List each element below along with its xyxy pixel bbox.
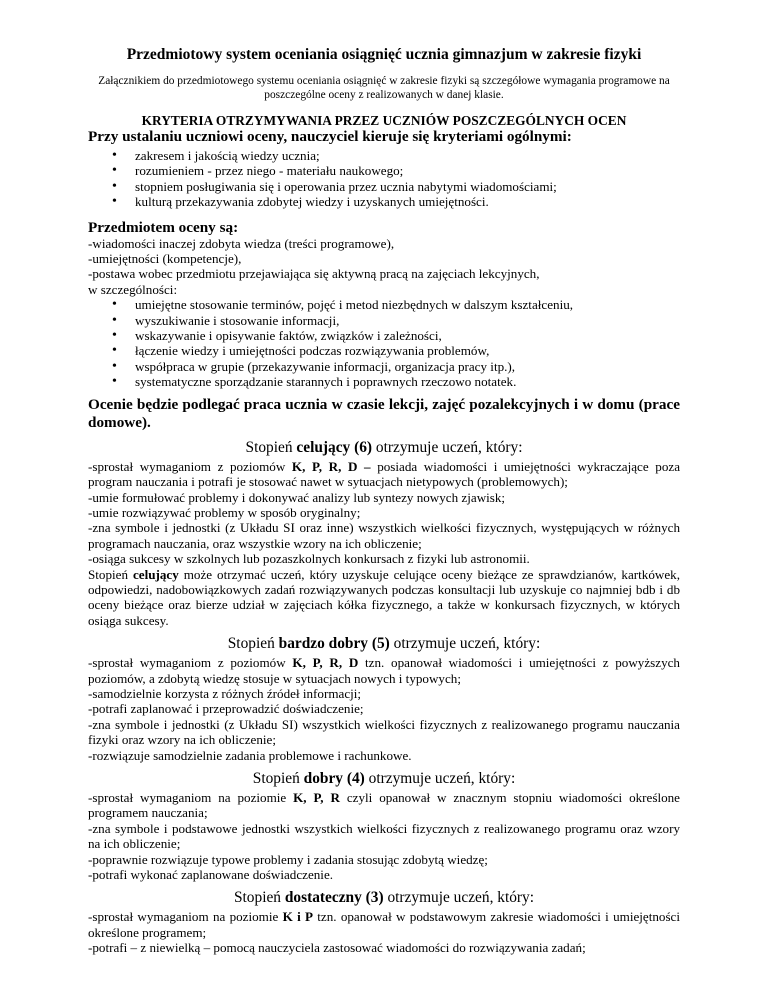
document-page [88,0,680,956]
criteria-heading: KRYTERIA OTRZYMYWANIA PRZEZ UCZNIÓW POSZCZEGÓLNYCH OCEN [141,113,627,128]
grade-requirement: -potrafi wykonać zaplanowane doświadczenie. [88,867,334,883]
grade-requirement: -sprostał wymaganiom na poziomie K i P tzn. opanował w podstawowym zakresie wiadomości i umiejętności określone programem; [88,909,680,940]
grade-requirement: -potrafi zaplanować i przeprowadzić doświadczenie; [88,701,364,717]
grade-requirement: -umie formułować problemy i dokonywać analizy lub syntezy nowych zjawisk; [88,489,506,505]
subject-line: w szczególności: [88,281,178,297]
grade-heading-celujacy: Stopień celujący (6) otrzymuje uczeń, który: [245,438,523,456]
subject-line: -wiadomości inaczej zdobyta wiedza (treści programowe), [88,235,395,251]
list-item: • rozumieniem - przez niego - materiału naukowego; [112,163,680,178]
list-item: • łączenie wiedzy i umiejętności podczas rozwiązywania problemów, [112,343,680,358]
subject-list [88,297,680,389]
grade-requirement: -rozwiązuje samodzielnie zadania problemowe i rachunkowe. [88,747,412,763]
list-item: • stopniem posługiwania się i operowania przez ucznia nabytymi wiadomościami; [112,179,680,194]
general-criteria-list [88,148,680,210]
general-criteria-heading: Przy ustalaniu uczniowi oceny, nauczyciel kieruje się kryteriami ogólnymi: [88,128,572,145]
grade-heading-bardzo-dobry: Stopień bardzo dobry (5) otrzymuje uczeń, który: [227,635,541,653]
subject-heading: Przedmiotem oceny są: [88,218,239,236]
list-item: • wskazywanie i opisywanie faktów, związków i zależności, [112,328,680,343]
subject-line: -postawa wobec przedmiotu przejawiająca się aktywną pracą na zajęciach lekcyjnych, [88,266,540,282]
subject-line: -umiejętności (kompetencje), [88,251,242,267]
list-item: • umiejętne stosowanie terminów, pojęć i metod niezbędnych w dalszym kształceniu, [112,297,680,312]
grade-extra-note: Stopień celujący może otrzymać uczeń, który uzyskuje celujące oceny bieżące ze sprawdzianów, kartkówek, odpowiedzi, nadobowiązkowych zadań rozwiązywanych podczas konsultacji lub uzyskuje co najmniej bdb i db oceny bieżące oraz bierze udział w zajęciach kółka fizycznego, a także w konkursach fizycznych, w których osiąga sukcesy. [88,566,680,628]
list-item: • wyszukiwanie i stosowanie informacji, [112,313,680,328]
list-item: • kulturą przekazywania zdobytej wiedzy i uzyskanych umiejętności. [112,194,680,209]
grade-requirement: -poprawnie rozwiązuje typowe problemy i zadania stosując zdobytą wiedzę; [88,851,488,867]
grade-requirement: -zna symbole i podstawowe jednostki wszystkich wielkości fizycznych z realizowanego programu oraz wzory na ich obliczenie; [88,820,680,852]
document-title: Przedmiotowy system oceniania osiągnięć ucznia gimnazjum w zakresie fizyki [126,46,642,63]
list-item: • systematyczne sporządzanie starannych i poprawnych rzeczowo notatek. [112,374,680,389]
grade-requirement: -umie rozwiązywać problemy w sposób oryginalny; [88,504,361,520]
grade-requirement: -potrafi – z niewielką – pomocą nauczyciela zastosować wiadomości do rozwiązywania zadań; [88,940,586,956]
grade-requirement: -zna symbole i jednostki (z Układu SI) wszystkich wielkości fizycznych z realizowanego programu nauczania fizyki oraz wzory na ich obliczenie; [88,716,680,748]
attachment-note: Załącznikiem do przedmiotowego systemu oceniania osiągnięć w zakresie fizyki są szczegółowe wymagania programowe na poszczególne oceny z realizowanych w danej klasie. [98,75,670,101]
grade-requirement: -sprostał wymaganiom z poziomów K, P, R, D tzn. opanował wiadomości i umiejętności z powyższych poziomów, a zdobytą wiedzę stosuje w sytuacjach nowych i typowych; [88,655,680,686]
list-item: • zakresem i jakością wiedzy ucznia; [112,148,680,163]
grade-requirement: -sprostał wymaganiom na poziomie K, P, R czyli opanował w znacznym stopniu wiadomości określone programem nauczania; [88,790,680,821]
grade-requirement: -osiąga sukcesy w szkolnych lub pozaszkolnych konkursach z fizyki lub astronomii. [88,551,530,567]
grade-requirement: -zna symbole i jednostki (z Układu SI oraz inne) wszystkich wielkości fizycznych, występujących w różnych programach nauczania, oraz wszystkie wzory na ich obliczenie; [88,520,680,551]
grade-heading-dostateczny: Stopień dostateczny (3) otrzymuje uczeń, który: [233,889,535,907]
grade-heading-dobry: Stopień dobry (4) otrzymuje uczeń, który: [252,770,516,787]
list-item: • współpraca w grupie (przekazywanie informacji, organizacja pracy itp.), [112,359,680,374]
assessment-scope: Ocenie będzie podlegać praca ucznia w czasie lekcji, zajęć pozalekcyjnych i w domu (prace domowe). [88,395,680,431]
grade-requirement: -sprostał wymaganiom z poziomów K, P, R, D – posiada wiadomości i umiejętności wykraczające poza program nauczania i potrafi je stosować nawet w sytuacjach nietypowych (problemowych); [88,458,681,490]
grade-requirement: -samodzielnie korzysta z różnych źródeł informacji; [88,685,362,701]
